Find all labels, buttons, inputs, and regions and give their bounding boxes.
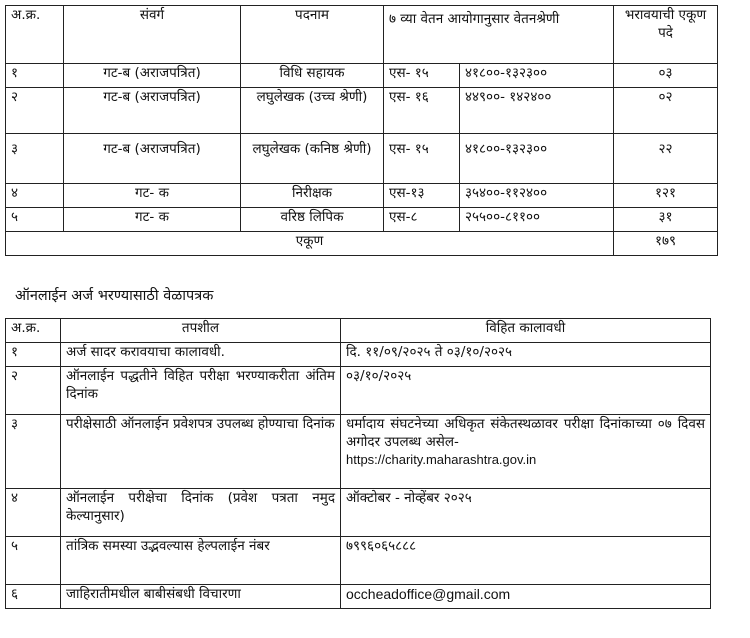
level-cell: एस- १६ xyxy=(384,88,460,134)
serial-cell: ४ xyxy=(6,184,64,208)
serial-cell: ३ xyxy=(6,134,64,184)
serial-cell: ५ xyxy=(6,537,61,585)
serial-cell: ३ xyxy=(6,415,61,489)
schedule-header-row xyxy=(6,319,711,343)
header-serial: अ.क्र. xyxy=(6,6,64,64)
designation-cell: वरिष्ठ लिपिक xyxy=(241,208,384,232)
table-row xyxy=(6,367,711,415)
header-serial: अ.क्र. xyxy=(6,319,61,343)
header-pay-scale: ७ व्या वेतन आयोगानुसार वेतनश्रेणी xyxy=(384,6,614,64)
level-cell: एस-८ xyxy=(384,208,460,232)
details-cell: परीक्षेसाठी ऑनलाईन प्रवेशपत्र उपलब्ध होण्याचा दिनांक xyxy=(61,415,341,489)
total-value: १७९ xyxy=(614,232,718,256)
table-row xyxy=(6,585,711,609)
cadre-cell: गट- क xyxy=(64,208,241,232)
serial-cell: ६ xyxy=(6,585,61,609)
period-cell: ऑक्टोबर - नोव्हेंबर २०२५ xyxy=(341,489,711,537)
table-row xyxy=(6,489,711,537)
details-cell: अर्ज सादर करावयाचा कालावधी. xyxy=(61,343,341,367)
table-row xyxy=(6,184,718,208)
pay-range-cell: ४१८००-१३२३०० xyxy=(460,64,614,88)
header-cadre: संवर्ग xyxy=(64,6,241,64)
posts-header-row xyxy=(6,6,718,64)
header-total-posts: भरावयाची एकूण पदे xyxy=(614,6,718,64)
designation-cell: लघुलेखक (उच्च श्रेणी) xyxy=(241,88,384,134)
period-cell: ०३/१०/२०२५ xyxy=(341,367,711,415)
pay-range-cell: २५५००-८११०० xyxy=(460,208,614,232)
cadre-cell: गट- क xyxy=(64,184,241,208)
designation-cell: विधि सहायक xyxy=(241,64,384,88)
schedule-table xyxy=(5,318,711,609)
charity-website-link[interactable]: https://charity.maharashtra.gov.in xyxy=(346,452,537,467)
pay-range-cell: ४१८००-१३२३०० xyxy=(460,134,614,184)
header-designation: पदनाम xyxy=(241,6,384,64)
total-row xyxy=(6,232,718,256)
period-text: धर्मादाय संघटनेच्या अधिकृत संकेतस्थळावर परीक्षा दिनांकाच्या ०७ दिवस अगोदर उपलब्ध असेल- xyxy=(346,416,705,450)
table-row xyxy=(6,88,718,134)
post-count-cell: ३१ xyxy=(614,208,718,232)
serial-cell: ४ xyxy=(6,489,61,537)
period-cell: ७९९६०६५८८८ xyxy=(341,537,711,585)
level-cell: एस-१३ xyxy=(384,184,460,208)
cadre-cell: गट-ब (अराजपत्रित) xyxy=(64,64,241,88)
posts-table xyxy=(5,5,718,256)
table-row xyxy=(6,208,718,232)
cadre-cell: गट-ब (अराजपत्रित) xyxy=(64,88,241,134)
table-row xyxy=(6,537,711,585)
table-row xyxy=(6,64,718,88)
header-details: तपशील xyxy=(61,319,341,343)
pay-range-cell: ४४९००- १४२४०० xyxy=(460,88,614,134)
serial-cell: २ xyxy=(6,88,64,134)
serial-cell: ५ xyxy=(6,208,64,232)
details-cell: ऑनलाईन परीक्षेचा दिनांक (प्रवेश पत्रता नमुद केल्यानुसार) xyxy=(61,489,341,537)
level-cell: एस- १५ xyxy=(384,134,460,184)
table-row xyxy=(6,343,711,367)
pay-range-cell: ३५४००-११२४०० xyxy=(460,184,614,208)
designation-cell: लघुलेखक (कनिष्ठ श्रेणी) xyxy=(241,134,384,184)
schedule-heading: ऑनलाईन अर्ज भरण्यासाठी वेळापत्रक xyxy=(15,288,214,304)
post-count-cell: ०२ xyxy=(614,88,718,134)
details-cell: ऑनलाईन पद्धतीने विहित परीक्षा भरण्याकरीता अंतिम दिनांक xyxy=(61,367,341,415)
table-row xyxy=(6,415,711,489)
helpdesk-email-link[interactable]: occheadoffice@gmail.com xyxy=(341,585,711,609)
post-count-cell: १२१ xyxy=(614,184,718,208)
total-label: एकूण xyxy=(6,232,614,256)
period-cell: दि. ११/०९/२०२५ ते ०३/१०/२०२५ xyxy=(341,343,711,367)
serial-cell: १ xyxy=(6,64,64,88)
post-count-cell: ०३ xyxy=(614,64,718,88)
cadre-cell: गट-ब (अराजपत्रित) xyxy=(64,134,241,184)
designation-cell: निरीक्षक xyxy=(241,184,384,208)
level-cell: एस- १५ xyxy=(384,64,460,88)
details-cell: जाहिरातीमधील बाबीसंबधी विचारणा xyxy=(61,585,341,609)
serial-cell: १ xyxy=(6,343,61,367)
serial-cell: २ xyxy=(6,367,61,415)
table-row xyxy=(6,134,718,184)
period-cell xyxy=(341,415,711,489)
details-cell: तांत्रिक समस्या उद्भवल्यास हेल्पलाईन नंबर xyxy=(61,537,341,585)
header-period: विहित कालावधी xyxy=(341,319,711,343)
post-count-cell: २२ xyxy=(614,134,718,184)
